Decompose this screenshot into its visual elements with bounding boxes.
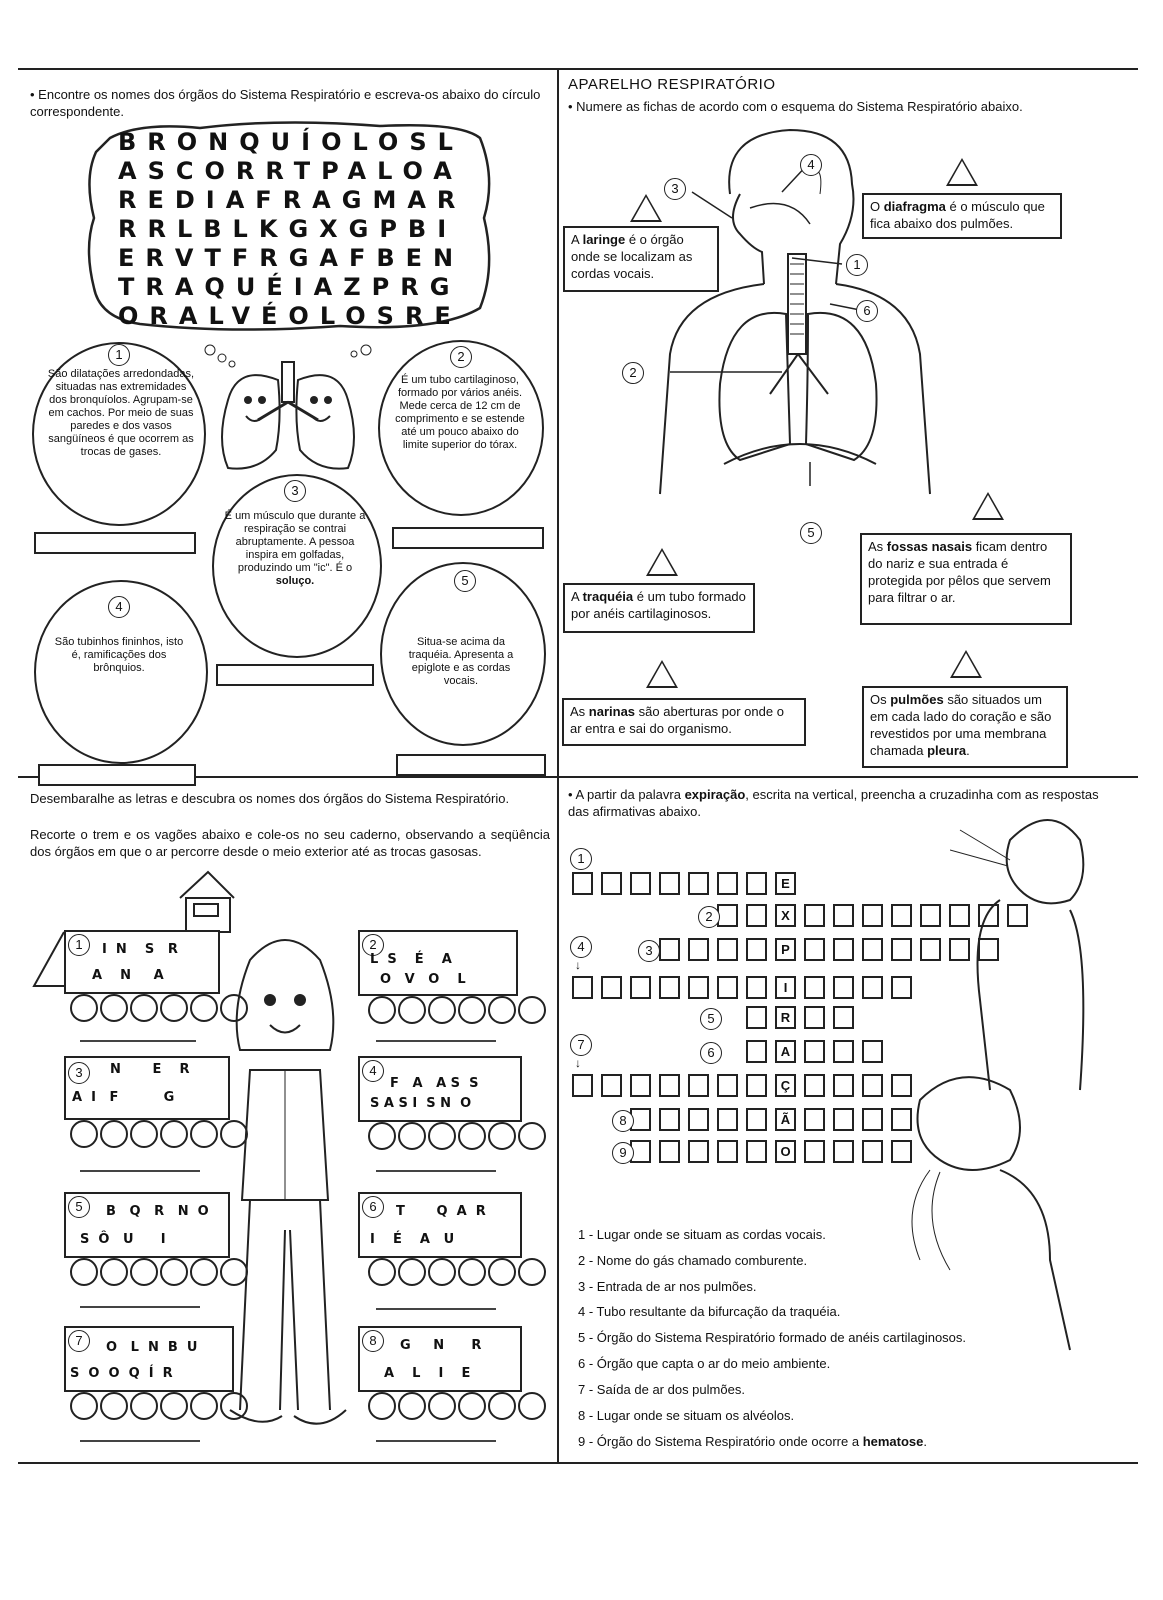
diagram-number: 3 <box>664 178 686 200</box>
wagon-number: 6 <box>362 1196 384 1218</box>
q3-instruction-2: Recorte o trem e os vagões abaixo e cole-os no seu caderno, observando a seqüência dos órgãos em que o ar percorre desde o meio exterior até as trocas gasosas. <box>30 827 550 859</box>
crossword-cell[interactable] <box>630 1074 651 1097</box>
answer-box-5[interactable] <box>396 754 546 776</box>
answer-triangle[interactable] <box>630 194 662 222</box>
answer-line[interactable] <box>376 1040 496 1042</box>
answer-line[interactable] <box>80 1306 200 1308</box>
clue-item: 1 - Lugar onde se situam as cordas vocais. <box>578 1227 826 1242</box>
clue-item: 8 - Lugar onde se situam os alvéolos. <box>578 1408 795 1423</box>
crossword-key-cell: E <box>775 872 796 895</box>
crossword-cell[interactable] <box>659 1108 680 1131</box>
crossword-cell[interactable] <box>862 904 883 927</box>
crossword-cell[interactable] <box>717 1140 738 1163</box>
wagon-number: 7 <box>68 1330 90 1352</box>
crossword-cell[interactable] <box>804 1040 825 1063</box>
scrambled-letters: I É A U <box>370 1232 455 1247</box>
scrambled-letters: A N A <box>92 968 164 983</box>
crossword-key-cell: A <box>775 1040 796 1063</box>
crossword-cell[interactable] <box>891 976 912 999</box>
crossword-cell[interactable] <box>920 904 941 927</box>
crossword-cell[interactable] <box>746 1006 767 1029</box>
scrambled-letters: A L I E <box>384 1366 471 1381</box>
wagon-wheels <box>70 994 248 1022</box>
down-arrow-icon: ↓ <box>575 958 581 972</box>
crossword-cell[interactable] <box>688 938 709 961</box>
crossword-cell[interactable] <box>833 1108 854 1131</box>
card-traqueia: A traquéia é um tubo formado por anéis cartilaginosos. <box>563 583 755 633</box>
crossword-cell[interactable] <box>833 1040 854 1063</box>
diagram-number: 6 <box>856 300 878 322</box>
lungs-illustration <box>198 340 378 480</box>
clue-number: 2 <box>450 346 472 368</box>
clue-item: 6 - Órgão que capta o ar do meio ambiente. <box>578 1356 831 1371</box>
crossword-cell[interactable] <box>688 1140 709 1163</box>
crossword-cell[interactable] <box>717 904 738 927</box>
crossword-cell[interactable] <box>804 1108 825 1131</box>
crossword-key-cell: P <box>775 938 796 961</box>
wagon-number: 5 <box>68 1196 90 1218</box>
crossword-cell[interactable] <box>804 938 825 961</box>
clue-item: 4 - Tubo resultante da bifurcação da traquéia. <box>578 1304 841 1319</box>
crossword-cell[interactable] <box>630 976 651 999</box>
answer-box-2[interactable] <box>392 527 544 549</box>
wagon-number: 1 <box>68 934 90 956</box>
crossword-cell[interactable] <box>717 872 738 895</box>
crossword-cell[interactable] <box>746 872 767 895</box>
section-title: APARELHO RESPIRATÓRIO <box>568 76 776 93</box>
bullet-icon: • <box>568 787 576 802</box>
clue-number: 4 <box>108 596 130 618</box>
down-arrow-icon: ↓ <box>575 1056 581 1070</box>
wordsearch-row: ERVTFRGAFBEN <box>118 244 465 272</box>
crossword-cell[interactable] <box>891 904 912 927</box>
crossword-cell[interactable] <box>804 1140 825 1163</box>
center-divider <box>557 70 559 1462</box>
diagram-number: 5 <box>800 522 822 544</box>
bottom-rule <box>18 1462 1138 1464</box>
scrambled-letters: N E R <box>110 1062 190 1077</box>
scrambled-letters: G N R <box>400 1338 482 1353</box>
crossword-row-number: 8 <box>612 1110 634 1132</box>
q1-instruction: • Encontre os nomes dos órgãos do Sistema Respiratório e escreva-os abaixo do círculo correspondente. <box>30 87 541 119</box>
crossword-cell[interactable] <box>630 872 651 895</box>
wagon-wheels <box>368 1258 546 1286</box>
diagram-number: 2 <box>622 362 644 384</box>
clue-number: 5 <box>454 570 476 592</box>
scrambled-letters: O V O L <box>380 972 466 987</box>
clue-text: É um músculo que durante a respiração se contrai abruptamente. A pessoa inspira em golfadas, produzindo um "ic". É o soluço. <box>224 510 366 587</box>
crossword-cell[interactable] <box>717 976 738 999</box>
wordsearch-row: REDIAFRAGMAR <box>118 186 467 214</box>
crossword-cell[interactable] <box>659 872 680 895</box>
wagon-number: 4 <box>362 1060 384 1082</box>
scrambled-letters: F A A S S <box>390 1076 479 1091</box>
clue-item: 3 - Entrada de ar nos pulmões. <box>578 1279 757 1294</box>
wordsearch-row: BRONQUÍOLOSL <box>118 128 464 156</box>
wordsearch-row: ORALVÉOLOSRE <box>118 302 462 330</box>
crossword-cell[interactable] <box>746 904 767 927</box>
wagon-number: 8 <box>362 1330 384 1352</box>
clue-text: É um tubo cartilaginoso, formado por vários anéis. Mede cerca de 12 cm de comprimento e se estende até um pouco abaixo do limite superior do tórax. <box>395 374 525 451</box>
crossword-row-number: 4 <box>570 936 592 958</box>
crossword-cell[interactable] <box>717 1108 738 1131</box>
crossword-cell[interactable] <box>601 976 622 999</box>
answer-line[interactable] <box>80 1040 196 1042</box>
wagon-wheels <box>368 1122 546 1150</box>
answer-box-4[interactable] <box>38 764 196 786</box>
wagon-7[interactable] <box>64 1326 234 1392</box>
wordsearch-row: ASCORRTPALOA <box>118 157 463 185</box>
scrambled-letters: L S É A <box>370 952 452 967</box>
answer-line[interactable] <box>80 1440 200 1442</box>
top-rule <box>18 68 1138 70</box>
crossword-key-cell: R <box>775 1006 796 1029</box>
clue-number: 3 <box>284 480 306 502</box>
wagon-wheels <box>368 1392 546 1420</box>
clue-item: 2 - Nome do gás chamado comburente. <box>578 1253 808 1268</box>
crossword-cell[interactable] <box>862 938 883 961</box>
clue-item: 9 - Órgão do Sistema Respiratório onde ocorre a hematose. <box>578 1434 928 1449</box>
crossword-key-cell: Ã <box>775 1108 796 1131</box>
wagon-wheels <box>70 1120 248 1148</box>
crossword-cell[interactable] <box>862 1140 883 1163</box>
crossword-key-cell: Ç <box>775 1074 796 1097</box>
crossword-cell[interactable] <box>891 938 912 961</box>
crossword-row-number: 2 <box>698 906 720 928</box>
scrambled-letters: S O O Q Í R <box>70 1366 173 1381</box>
crossword-cell[interactable] <box>572 1074 593 1097</box>
crossword-key-cell: X <box>775 904 796 927</box>
crossword-key-cell: I <box>775 976 796 999</box>
crossword-cell[interactable] <box>572 872 593 895</box>
crossword-cell[interactable] <box>746 1074 767 1097</box>
clue-item: 5 - Órgão do Sistema Respiratório formado de anéis cartilaginosos. <box>578 1330 967 1345</box>
crossword-cell[interactable] <box>717 1074 738 1097</box>
diagram-number: 4 <box>800 154 822 176</box>
clue-number: 1 <box>108 344 130 366</box>
crossword-cell[interactable] <box>833 904 854 927</box>
crossword-cell[interactable] <box>659 976 680 999</box>
crossword-cell[interactable] <box>688 1108 709 1131</box>
crossword-cell[interactable] <box>862 1040 883 1063</box>
diagram-number: 1 <box>846 254 868 276</box>
crossword-row-number: 6 <box>700 1042 722 1064</box>
crossword-row-number: 7 <box>570 1034 592 1056</box>
crossword-cell[interactable] <box>804 1074 825 1097</box>
crossword-cell[interactable] <box>862 1074 883 1097</box>
wagon-number: 2 <box>362 934 384 956</box>
crossword-row-number: 1 <box>570 848 592 870</box>
crossword-cell[interactable] <box>688 872 709 895</box>
crossword-cell[interactable] <box>601 872 622 895</box>
crossword-cell[interactable] <box>833 976 854 999</box>
scrambled-letters: A I F G <box>72 1090 175 1105</box>
scrambled-letters: I N S R <box>102 942 178 957</box>
answer-triangle[interactable] <box>946 158 978 186</box>
crossword-cell[interactable] <box>746 938 767 961</box>
crossword-key-cell: O <box>775 1140 796 1163</box>
clue-text: Situa-se acima da traquéia. Apresenta a epiglote e as cordas vocais. <box>408 636 514 687</box>
crossword-cell[interactable] <box>746 1108 767 1131</box>
crossword-cell[interactable] <box>688 1074 709 1097</box>
wagon-wheels <box>368 996 546 1024</box>
card-laringe: A laringe é o órgão onde se localizam as cordas vocais. <box>563 226 719 292</box>
bullet-icon: • <box>568 99 577 114</box>
q3-instruction-1: Desembaralhe as letras e descubra os nomes dos órgãos do Sistema Respiratório. <box>30 791 510 806</box>
clue-text: São dilatações arredondadas, situadas nas extremidades dos bronquíolos. Agrupam-se em cachos. Por meio de suas paredes e dos vasos sangüíneos é que ocorrem as trocas de gases. <box>47 368 195 458</box>
crossword-cell[interactable] <box>746 1040 767 1063</box>
answer-triangle[interactable] <box>646 660 678 688</box>
answer-triangle[interactable] <box>972 492 1004 520</box>
crossword-cell[interactable] <box>833 1140 854 1163</box>
crossword-cell[interactable] <box>804 1006 825 1029</box>
crossword-cell[interactable] <box>746 1140 767 1163</box>
crossword-cell[interactable] <box>572 976 593 999</box>
wagon-wheels <box>70 1392 248 1420</box>
answer-box-1[interactable] <box>34 532 196 554</box>
card-diafragma: O diafragma é o músculo que fica abaixo dos pulmões. <box>862 193 1062 239</box>
answer-triangle[interactable] <box>950 650 982 678</box>
clue-text: São tubinhos fininhos, isto é, ramificações dos brônquios. <box>54 636 184 674</box>
boy-inhaling-illustration <box>950 800 1100 1100</box>
card-fossas-nasais: As fossas nasais ficam dentro do nariz e sua entrada é protegida por pêlos que servem para filtrar o ar. <box>860 533 1072 625</box>
scrambled-letters: S A S I S N O <box>370 1096 472 1111</box>
crossword-cell[interactable] <box>746 976 767 999</box>
q2-instruction: • Numere as fichas de acordo com o esquema do Sistema Respiratório abaixo. <box>568 99 1023 114</box>
crossword-cell[interactable] <box>659 1074 680 1097</box>
scrambled-letters: S Ô U I <box>80 1232 166 1247</box>
wordsearch-row: RRLBLKGXGPBI <box>118 215 458 243</box>
wagon-number: 3 <box>68 1062 90 1084</box>
crossword-cell[interactable] <box>833 1006 854 1029</box>
crossword-row-number: 5 <box>700 1008 722 1030</box>
bullet-icon: • <box>30 87 39 102</box>
crossword-cell[interactable] <box>717 938 738 961</box>
crossword-cell[interactable] <box>833 1074 854 1097</box>
crossword-row-number: 9 <box>612 1142 634 1164</box>
answer-triangle[interactable] <box>646 548 678 576</box>
crossword-cell[interactable] <box>688 976 709 999</box>
crossword-cell[interactable] <box>833 938 854 961</box>
answer-line[interactable] <box>376 1440 496 1442</box>
q4-instruction: • A partir da palavra expiração, escrita na vertical, preencha a cruzadinha com as respostas das afirmativas abaixo. <box>568 787 1099 819</box>
crossword-row-number: 3 <box>638 940 660 962</box>
answer-line[interactable] <box>376 1308 496 1310</box>
answer-line[interactable] <box>80 1170 200 1172</box>
wordsearch-row: TRAQUÉIAZPRG <box>118 273 461 301</box>
crossword-cell[interactable] <box>920 938 941 961</box>
scrambled-letters: B Q R N O <box>106 1204 209 1219</box>
scrambled-letters: T Q A R <box>396 1204 486 1219</box>
crossword-cell[interactable] <box>659 938 680 961</box>
card-narinas: As narinas são aberturas por onde o ar entra e sai do organismo. <box>562 698 806 746</box>
girl-exhaling-illustration <box>900 1060 1090 1360</box>
answer-line[interactable] <box>376 1170 496 1172</box>
crossword-cell[interactable] <box>804 904 825 927</box>
crossword-cell[interactable] <box>601 1074 622 1097</box>
card-pulmoes: Os pulmões são situados um em cada lado do coração e são revestidos por uma membrana chamada pleura. <box>862 686 1068 768</box>
answer-box-3[interactable] <box>216 664 374 686</box>
crossword-cell[interactable] <box>862 976 883 999</box>
crossword-cell[interactable] <box>659 1140 680 1163</box>
crossword-cell[interactable] <box>804 976 825 999</box>
clue-item: 7 - Saída de ar dos pulmões. <box>578 1382 745 1397</box>
wagon-wheels <box>70 1258 248 1286</box>
crossword-cell[interactable] <box>862 1108 883 1131</box>
scrambled-letters: O L N B U <box>106 1340 198 1355</box>
